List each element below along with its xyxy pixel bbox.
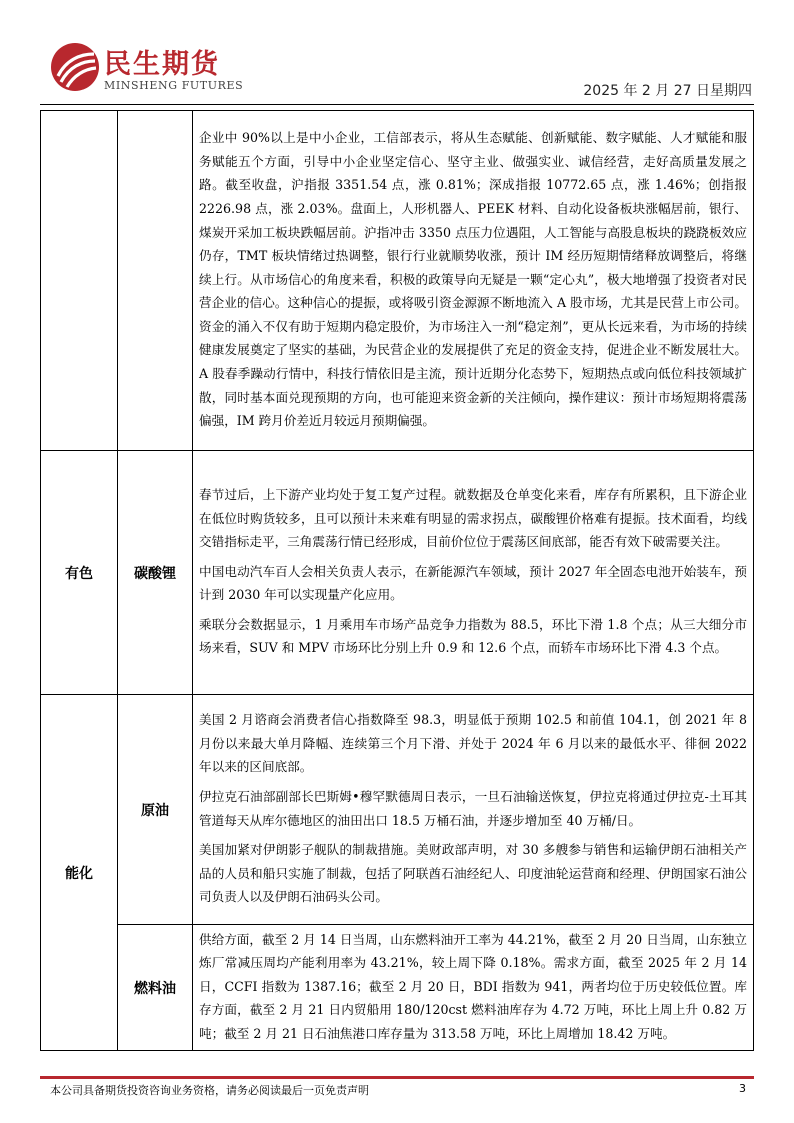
- product-cell: 原油: [118, 695, 193, 925]
- analysis-paragraph: 春节过后，上下游产业均处于复工复产过程。就数据及仓单变化来看，库存有所累积，且下游企业在低位时购货较多，且可以预计未来难有明显的需求拐点，碳酸锂价格难有提振。技术面看，均线交错指标走平，三角震荡行情已经形成，目前价位位于震荡区间底部，能否有效下破需要关注。: [199, 486, 747, 550]
- analysis-paragraph: 企业中 90%以上是中小企业，工信部表示，将从生态赋能、创新赋能、数字赋能、人才赋能和服务赋能五个方面，引导中小企业坚定信心、坚守主业、做强实业、诚信经营，走好高质量发展之路。截至收盘，沪指报 3351.54 点，涨 0.81%；深成指报 10772.65 点，涨 1.46%；创指报 2226.98 点，涨 2.03%。盘面上，人形机器人、PEEK 材料、自动化设备板块涨幅居前，银行、煤炭开采加工板块跌幅居前。沪指冲击 3350 点压力位遇阻，人工智能与高股息板块的跷跷板效应仍存，TMT 板块情绪过热调整，银行行业就顺势收涨，预计 IM 经历短期情绪释放调整后，将继续上行。从市场信心的角度来看，积极的政策导向无疑是一颗“定心丸”，极大地增强了投资者对民营企业的信心。这种信心的提振，或将吸引资金源源不断地流入 A 股市场，尤其是民营上市公司。资金的涌入不仅有助于短期内稳定股价，为市场注入一剂“稳定剂”，更从长远来看，为市场的持续健康发展奠定了坚实的基础，为民营企业的发展提供了充足的资金支持，促进企业不断发展壮大。A 股春季躁动行情中，科技行情依旧是主流，预计近期分化态势下，短期热点或向低位科技领域扩散，同时基本面兑现预期的方向，也可能迎来资金新的关注倾向，操作建议：预计市场短期将震荡偏强，IM 跨月价差近月较远月预期偏强。: [199, 130, 747, 429]
- report-date: 2025 年 2 月 27 日星期四: [583, 83, 752, 99]
- product-cell: 燃料油: [118, 925, 193, 1051]
- footer-disclaimer: 本公司具备期货投资咨询业务资格，请务必阅读最后一页免责声明: [50, 1084, 369, 1097]
- sector-cell: 能化: [41, 695, 118, 1051]
- sector-cell: 有色: [41, 451, 118, 695]
- sector-cell: [41, 111, 118, 451]
- table-row: [41, 111, 754, 451]
- analysis-paragraph: 中国电动汽车百人会相关负责人表示，在新能源汽车领域，预计 2027 年全固态电池开始装车，预计到 2030 年可以实现量产化应用。: [199, 563, 747, 603]
- analysis-cell: [193, 451, 754, 695]
- table-row: [41, 451, 754, 695]
- product-cell: 碳酸锂: [118, 451, 193, 695]
- analysis-cell: [193, 695, 754, 925]
- page-header: [40, 38, 754, 100]
- analysis-paragraph: 美国加紧对伊朗影子舰队的制裁措施。美财政部声明，对 30 多艘参与销售和运输伊朗石油相关产品的人员和船只实施了制裁，包括了阿联酋石油经纪人、印度油轮运营商和经理、伊朗国家石油公司负责人以及伊朗石油码头公司。: [199, 842, 747, 905]
- commodity-table: [40, 110, 754, 1051]
- page-number: 3: [739, 1082, 746, 1095]
- table-row: [41, 925, 754, 1051]
- analysis-cell: [193, 111, 754, 451]
- brand-name-en: MINSHENG FUTURES: [104, 79, 244, 92]
- product-cell: [118, 111, 193, 451]
- header-divider: [40, 104, 754, 105]
- minsheng-logo-icon: [50, 42, 100, 92]
- analysis-paragraph: 乘联分会数据显示，1 月乘用车市场产品竞争力指数为 88.5，环比下滑 1.8 个点；从三大细分市场来看，SUV 和 MPV 市场环比分别上升 0.9 和 12.6 个点，而轿车市场环比下滑 4.3 个点。: [199, 616, 747, 656]
- table-row: [41, 695, 754, 925]
- analysis-paragraph: 供给方面，截至 2 月 14 日当周，山东燃料油开工率为 44.21%，截至 2 月 20 日当周，山东独立炼厂常减压周均产能利用率为 43.21%，较上周下降 0.18%。需求方面，截至 2025 年 2 月 14 日，CCFI 指数为 1387.16；截至 2 月 20 日，BDI 指数为 941，两者均位于历史较低位置。库存方面，截至 2 月 21 日内贸船用 180/120cst 燃料油库存为 4.72 万吨，环比上周上升 0.82 万吨；截至 2 月 21 日石油焦港口库存量为 313.58 万吨，环比上周增加 18.42 万吨。: [199, 931, 747, 1041]
- analysis-paragraph: 伊拉克石油部副部长巴斯姆•穆罕默德周日表示，一旦石油输送恢复，伊拉克将通过伊拉克-土耳其管道每天从库尔德地区的油田出口 18.5 万桶石油，并逐步增加至 40 万桶/日。: [199, 788, 747, 828]
- analysis-cell: [193, 925, 754, 1051]
- footer-divider: [40, 1076, 754, 1079]
- analysis-paragraph: 美国 2 月谘商会消费者信心指数降至 98.3，明显低于预期 102.5 和前值 104.1，创 2021 年 8 月份以来最大单月降幅、连续第三个月下滑、并处于 2024 年 6 月以来的最低水平、徘徊 2022 年以来的区间底部。: [199, 712, 747, 775]
- brand-name-cn: 民生期货: [104, 49, 220, 80]
